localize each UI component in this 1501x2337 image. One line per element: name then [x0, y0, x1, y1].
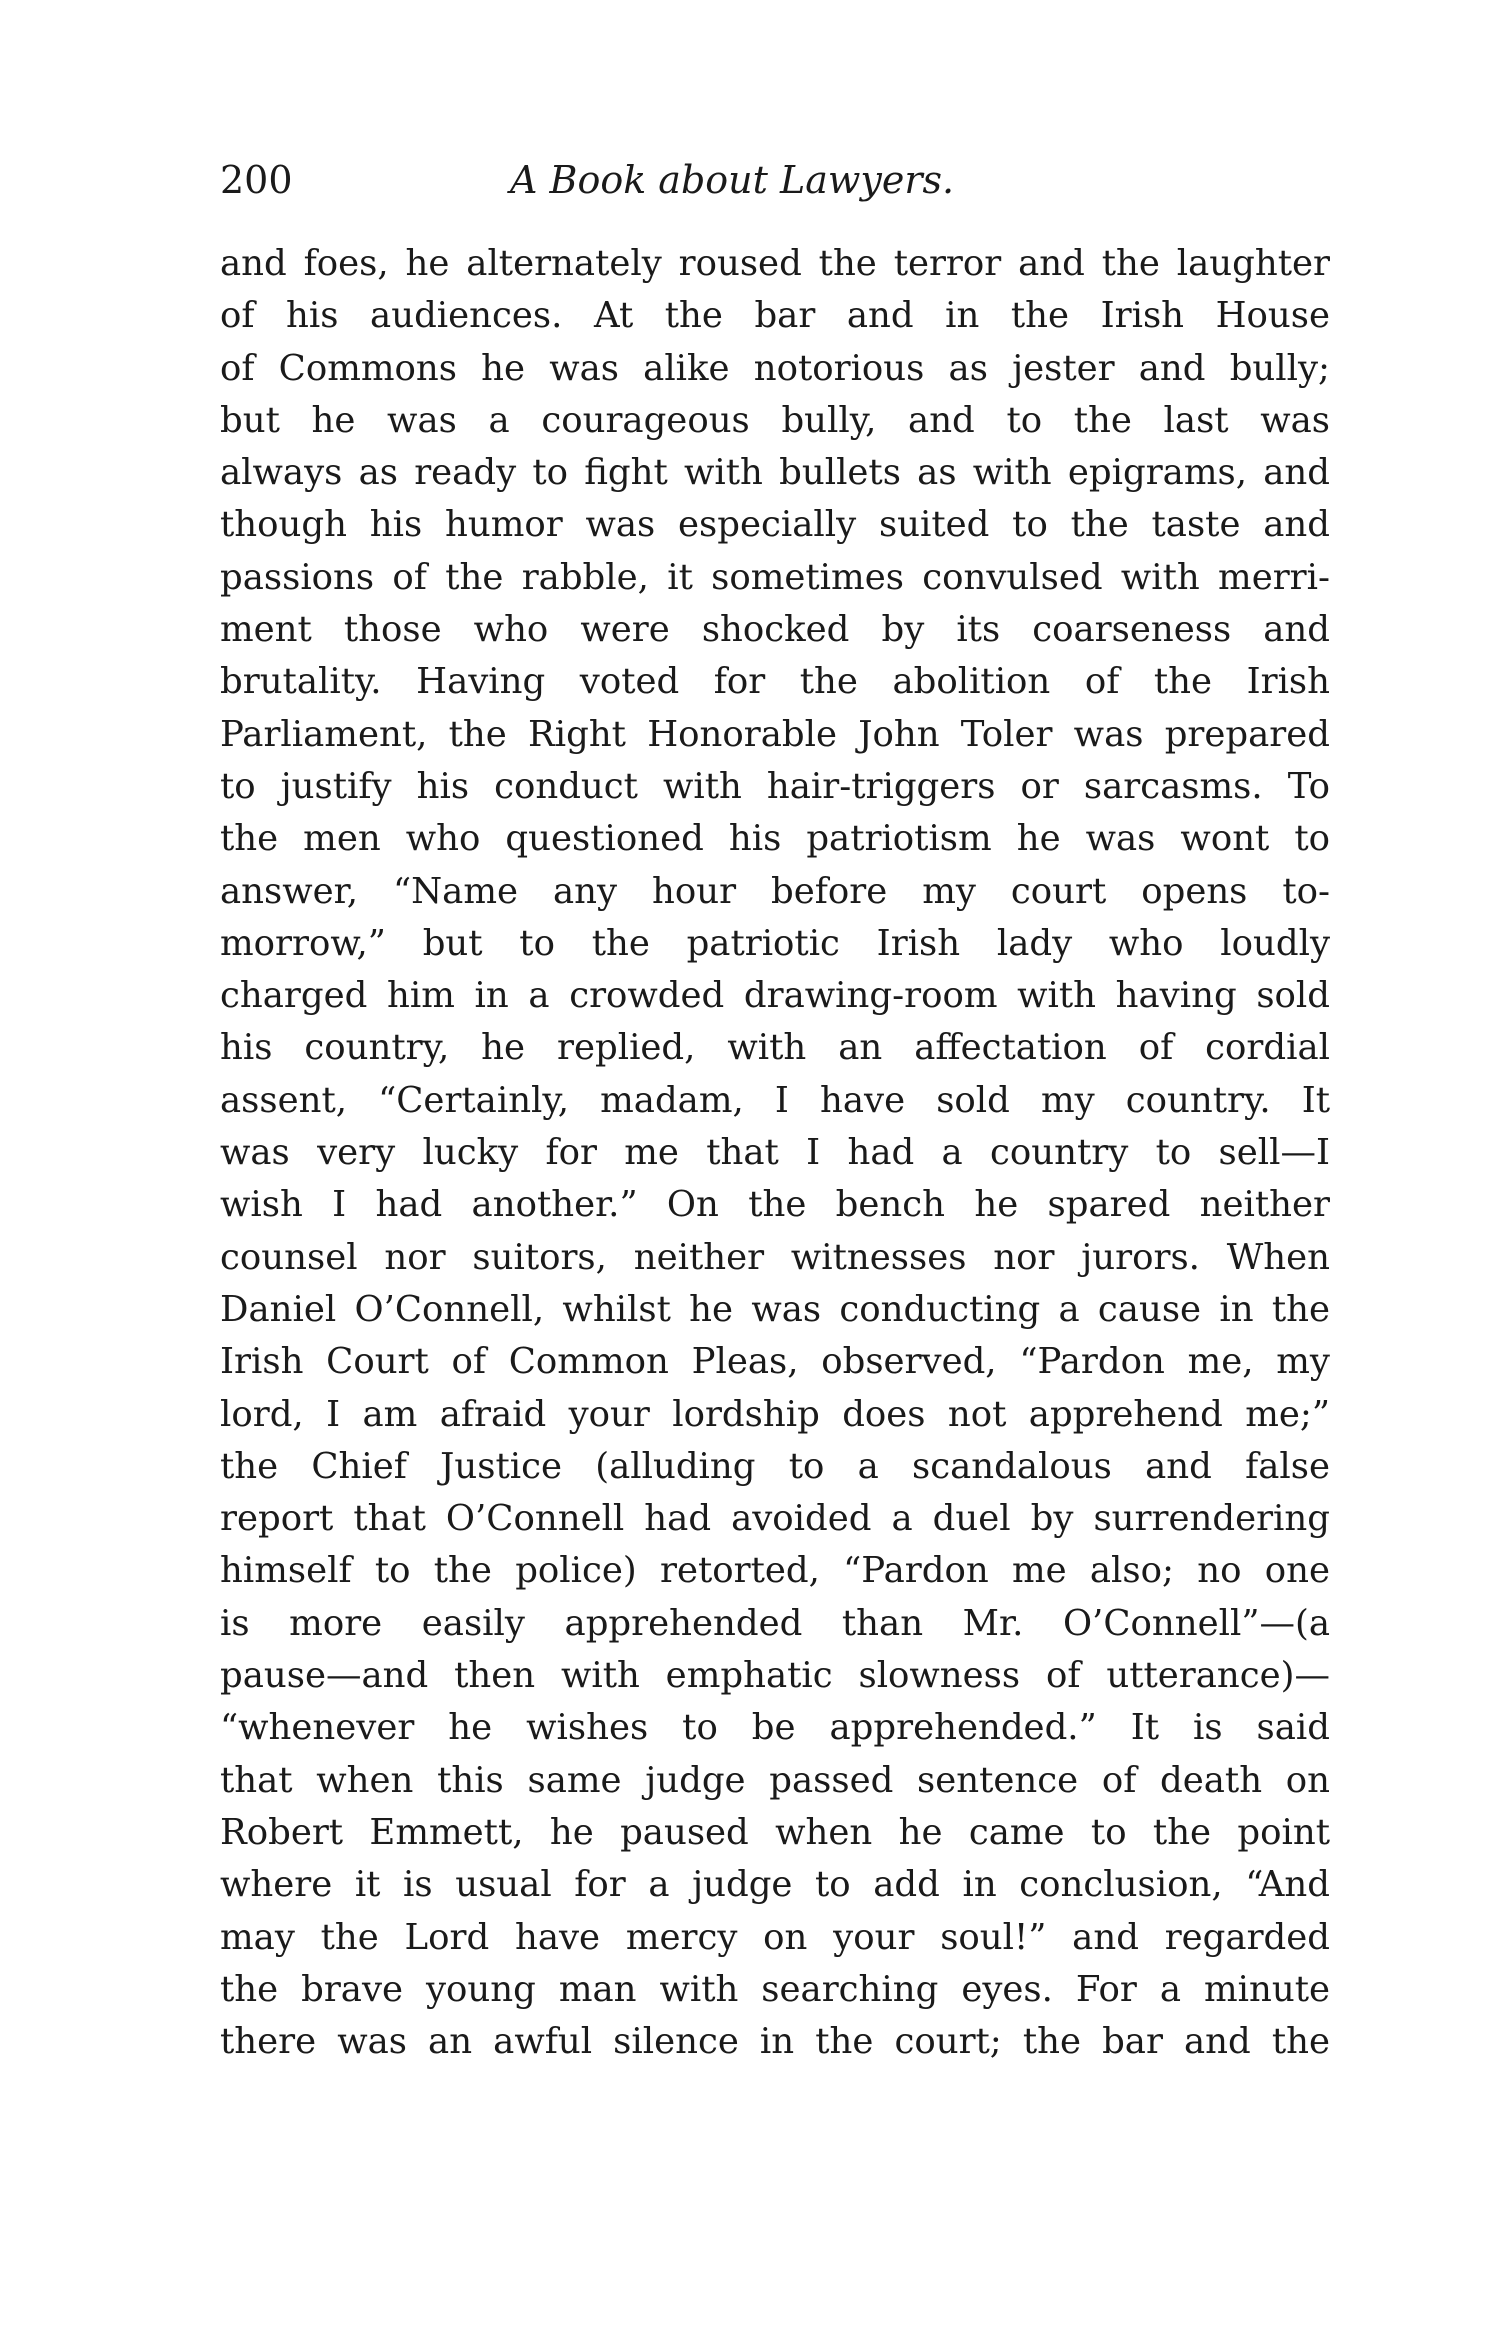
text-line: pause—and then with emphatic slowness of utterance)—: [220, 1655, 1330, 1697]
text-line: of Commons he was alike notorious as jester and bully;: [220, 347, 1330, 389]
text-line: where it is usual for a judge to add in conclusion, “And: [220, 1864, 1330, 1906]
text-line: the brave young man with searching eyes. For a minute: [220, 1968, 1330, 2010]
text-line: and foes, he alternately roused the terror and the laughter: [220, 243, 1330, 284]
text-line: but he was a courageous bully, and to the last was: [220, 399, 1330, 441]
text-line: ment those who were shocked by its coarseness and: [220, 609, 1330, 651]
text-line: of his audiences. At the bar and in the Irish House: [220, 295, 1330, 337]
text-line: passions of the rabble, it sometimes convulsed with merri-: [220, 556, 1330, 598]
text-line: report that O’Connell had avoided a duel by surrendering: [220, 1498, 1330, 1540]
text-line: that when this same judge passed sentence of death on: [220, 1759, 1330, 1801]
text-line: wish I had another.” On the bench he spared neither: [220, 1184, 1330, 1226]
text-line: always as ready to fight with bullets as with epigrams, and: [220, 452, 1330, 494]
text-line: Robert Emmett, he paused when he came to the point: [220, 1811, 1330, 1853]
body-text: [220, 238, 1330, 2068]
text-line: the Chief Justice (alluding to a scandalous and false: [220, 1445, 1330, 1487]
text-line: the men who questioned his patriotism he was wont to: [220, 818, 1330, 860]
text-line: assent, “Certainly, madam, I have sold my country. It: [220, 1079, 1330, 1121]
text-line: charged him in a crowded drawing-room with having sold: [220, 975, 1330, 1017]
text-line: brutality. Having voted for the abolition of the Irish: [220, 661, 1330, 703]
text-line: himself to the police) retorted, “Pardon me also; no one: [220, 1550, 1330, 1592]
text-line: Daniel O’Connell, whilst he was conducting a cause in the: [220, 1288, 1330, 1330]
page-header: [220, 150, 1330, 210]
text-line: there was an awful silence in the court; the bar and the: [220, 2021, 1330, 2063]
text-line: answer, “Name any hour before my court opens to-: [220, 870, 1330, 912]
running-title: A Book about Lawyers.: [510, 158, 955, 202]
text-line: lord, I am afraid your lordship does not apprehend me;”: [220, 1393, 1330, 1435]
text-line: Irish Court of Common Pleas, observed, “Pardon me, my: [220, 1341, 1330, 1383]
text-line: Parliament, the Right Honorable John Toler was prepared: [220, 713, 1330, 755]
text-line: though his humor was especially suited to the taste and: [220, 504, 1330, 546]
text-line: morrow,” but to the patriotic Irish lady who loudly: [220, 922, 1330, 964]
text-line: his country, he replied, with an affectation of cordial: [220, 1027, 1330, 1069]
text-line: may the Lord have mercy on your soul!” and regarded: [220, 1916, 1330, 1958]
text-line: counsel nor suitors, neither witnesses nor jurors. When: [220, 1236, 1330, 1278]
text-line: to justify his conduct with hair-triggers or sarcasms. To: [220, 765, 1330, 807]
page-number: 200: [220, 158, 293, 202]
text-line: was very lucky for me that I had a country to sell—I: [220, 1132, 1330, 1174]
text-line: “whenever he wishes to be apprehended.” It is said: [220, 1707, 1330, 1749]
text-line: is more easily apprehended than Mr. O’Connell”—(a: [220, 1602, 1330, 1644]
